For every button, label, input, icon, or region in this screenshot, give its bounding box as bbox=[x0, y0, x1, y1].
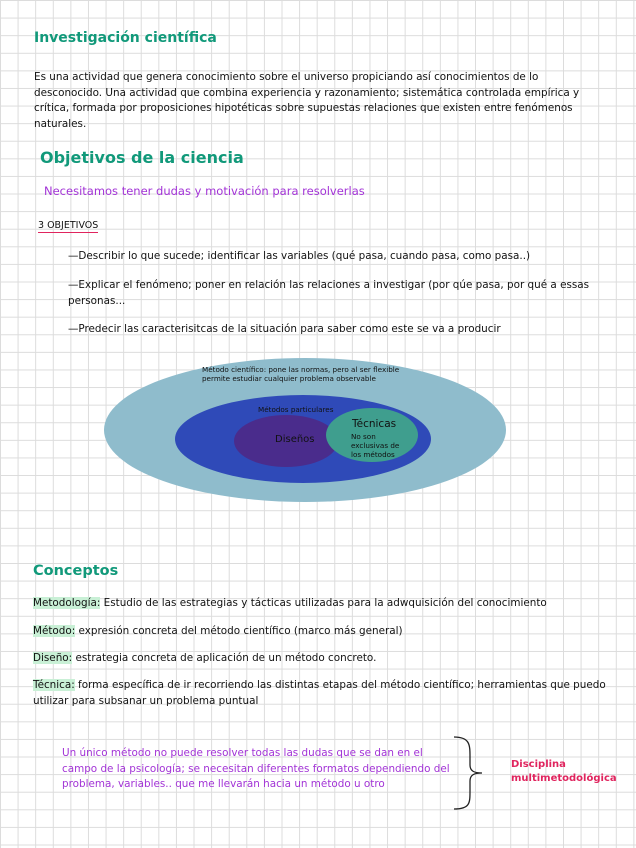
concept-term: Técnica: bbox=[33, 679, 75, 691]
objective-item: —Explicar el fenómeno; poner en relación las relaciones a investigar (por qúe pasa, por qué a essas personas... bbox=[68, 279, 590, 307]
objectives-subtitle: Necesitamos tener dudas y motivación para resolverlas bbox=[44, 184, 365, 198]
page-title: Investigación científica bbox=[34, 30, 217, 46]
concept-item bbox=[33, 678, 623, 709]
outer-label: Método científico: pone las normas, pero al ser flexible permite estudiar cualquier problema observable bbox=[202, 365, 400, 383]
concept-term: Método: bbox=[33, 625, 76, 637]
concept-term: Diseño: bbox=[33, 652, 73, 664]
note-text: Un único método no puede resolver todas las dudas que se dan en el campo de la psicología; se necesitan diferentes formatos dependiendo del problema, variables.. que me llevarán hacia un método u otro bbox=[62, 747, 450, 791]
objective-item: —Describir lo que sucede; identificar las variables (qué pasa, cuando pasa, como pasa..) bbox=[68, 250, 531, 262]
brace-icon bbox=[448, 735, 488, 811]
concept-definition: forma específica de ir recorriendo las distintas etapas del método científico; herramientas que puedo utilizar para subsanar un problema puntual bbox=[33, 679, 606, 707]
intro-paragraph: Es una actividad que genera conocimiento sobre el universo propiciando así conocimientos de lo desconocido. Una actividad que combina experiencia y razonamiento; sistemática controlada empírica y crítica, formada por proposiciones hipotéticas sobre supuestas relaciones que existen entre fenómenos naturales. bbox=[34, 71, 580, 130]
concepts-heading: Conceptos bbox=[33, 563, 119, 579]
objectives-heading: Objetivos de la ciencia bbox=[40, 148, 244, 167]
concept-item bbox=[33, 651, 613, 667]
objectives-label: 3 OBJETIVOS bbox=[38, 220, 99, 231]
note-label: Disciplina multimetodológica bbox=[511, 759, 617, 784]
concept-definition: estrategia concreta de aplicación de un método concreto. bbox=[72, 652, 377, 664]
concept-item bbox=[33, 624, 613, 640]
technique-note: No son exclusivas de los métodos bbox=[351, 432, 400, 459]
technique-title: Técnicas bbox=[352, 418, 397, 430]
concept-term: Metodología: bbox=[33, 597, 101, 609]
concept-definition: Estudio de las estrategias y tácticas utilizadas para la adwquisición del conocimiento bbox=[100, 597, 547, 609]
inner-label: Diseños bbox=[275, 434, 315, 445]
objective-item: —Predecir las caracterisitcas de la situación para saber como este se va a producir bbox=[68, 323, 501, 335]
concept-definition: expresión concreta del método científico (marco más general) bbox=[75, 625, 403, 637]
concept-item bbox=[33, 596, 613, 612]
middle-label: Métodos particulares bbox=[258, 405, 334, 414]
